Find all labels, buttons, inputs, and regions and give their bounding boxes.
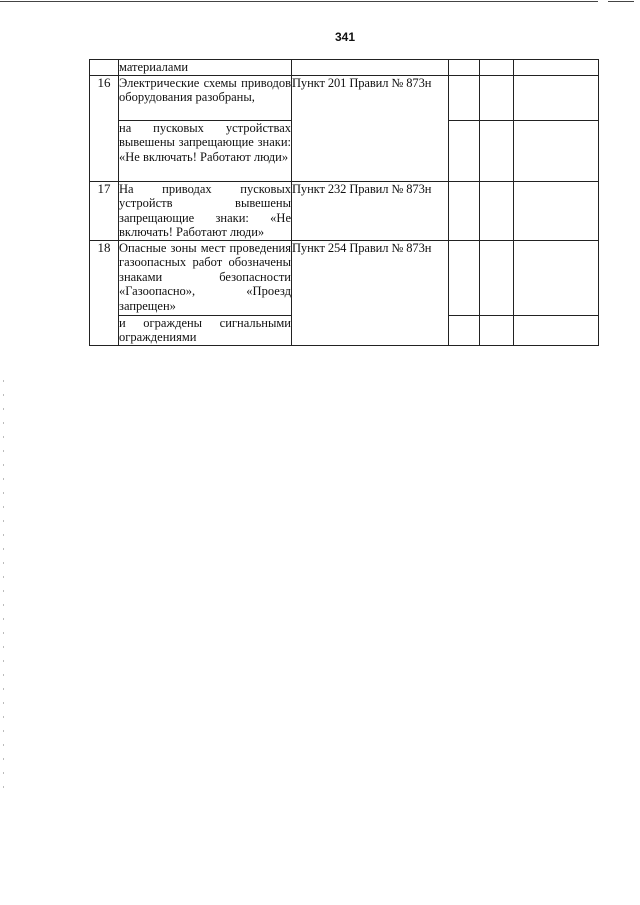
mark-note-cell[interactable] xyxy=(514,240,599,315)
requirement-cell: и ограждены сигнальными ограждениями xyxy=(119,315,291,344)
row-number-cell xyxy=(90,60,119,76)
mark-no-cell[interactable] xyxy=(480,315,514,345)
table-row xyxy=(90,75,599,120)
top-rule xyxy=(0,1,598,2)
mark-no-cell[interactable] xyxy=(480,75,514,120)
mark-no-cell[interactable] xyxy=(480,120,514,181)
mark-note-cell[interactable] xyxy=(514,315,599,345)
mark-no-cell[interactable] xyxy=(480,240,514,315)
checklist-table xyxy=(89,59,599,346)
requirement-cell: Электрические схемы приводов оборудования разобраны, xyxy=(119,75,292,120)
mark-note-cell[interactable] xyxy=(514,75,599,120)
table-row xyxy=(90,60,599,76)
row-number-cell: 17 xyxy=(90,181,119,240)
mark-note-cell[interactable] xyxy=(514,60,599,76)
row-number-cell: 16 xyxy=(90,75,119,181)
reference-cell: Пункт 232 Правил № 873н xyxy=(292,181,449,240)
table-row xyxy=(90,181,599,240)
mark-yes-cell[interactable] xyxy=(449,75,480,120)
reference-cell: Пункт 201 Правил № 873н xyxy=(292,75,449,181)
scan-margin-marks xyxy=(3,380,4,800)
requirement-cell: На приводах пусковых устройств вывешены запрещающие знаки: «Не включать! Работают люди» xyxy=(119,181,291,239)
page-number: 341 xyxy=(334,30,356,44)
requirement-cell: материалами xyxy=(119,60,292,76)
mark-no-cell[interactable] xyxy=(480,60,514,76)
requirement-cell: на пусковых устройствах вывешены запрещающие знаки: «Не включать! Работают люди» xyxy=(119,120,292,181)
mark-no-cell[interactable] xyxy=(480,181,514,240)
reference-cell xyxy=(292,60,449,76)
mark-yes-cell[interactable] xyxy=(449,181,480,240)
mark-yes-cell[interactable] xyxy=(449,240,480,315)
reference-cell: Пункт 254 Правил № 873н xyxy=(292,240,449,345)
row-number-cell: 18 xyxy=(90,240,119,345)
table-row xyxy=(90,240,599,315)
mark-yes-cell[interactable] xyxy=(449,60,480,76)
mark-note-cell[interactable] xyxy=(514,181,599,240)
mark-note-cell[interactable] xyxy=(514,120,599,181)
top-rule-fragment xyxy=(608,1,634,2)
mark-yes-cell[interactable] xyxy=(449,315,480,345)
requirement-cell: Опасные зоны мест проведения газоопасных работ обозначены знаками безопасности «Газоопасно», «Проезд запрещен» xyxy=(119,240,292,315)
mark-yes-cell[interactable] xyxy=(449,120,480,181)
